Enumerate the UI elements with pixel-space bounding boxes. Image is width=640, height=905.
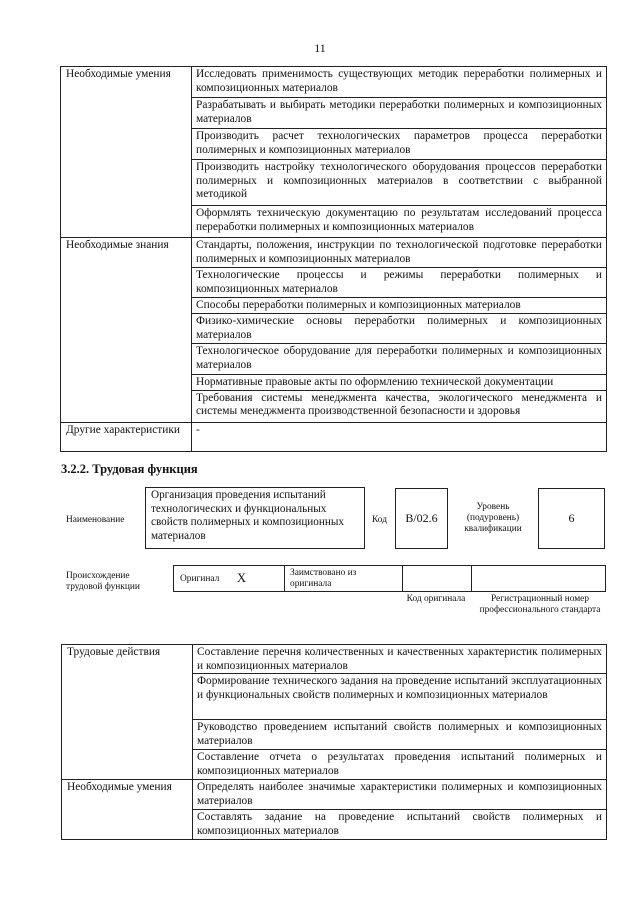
table-row bbox=[61, 67, 607, 98]
list-item: Составление отчета о результатах проведения испытаний полимерных и композиционных материалов bbox=[193, 750, 607, 780]
code-label: Код bbox=[372, 515, 387, 525]
name-label: Наименование bbox=[66, 515, 125, 525]
section-title: 3.2.2. Трудовая функция bbox=[61, 462, 198, 476]
original-label: Оригинал bbox=[180, 574, 220, 584]
list-item: Технологические процессы и режимы переработки полимерных и композиционных материалов bbox=[192, 268, 607, 298]
list-item: Требования системы менеджмента качества, экологического менеджмента и системы менеджмента производственной безопасности и здоровья bbox=[192, 390, 607, 422]
page-number: 11 bbox=[314, 41, 326, 55]
list-item: - bbox=[192, 422, 607, 451]
code-original-label: Код оригинала bbox=[406, 594, 466, 604]
list-item: Исследовать применимость существующих методик переработки полимерных и композиционных материалов bbox=[192, 67, 607, 98]
list-item: Технологическое оборудование для переработки полимерных и композиционных материалов bbox=[192, 344, 607, 375]
function-name: Организация проведения испытаний технологических и функциональных свойств полимерных и композиционных материалов bbox=[151, 489, 344, 542]
list-item: Производить расчет технологических параметров процесса переработки полимерных и композиционных материалов bbox=[192, 129, 607, 160]
list-item: Составление перечня количественных и качественных характеристик полимерных и композиционных материалов bbox=[193, 645, 607, 674]
list-item: Определять наиболее значимые характеристики полимерных и композиционных материалов bbox=[193, 780, 607, 810]
table-row bbox=[61, 238, 607, 268]
list-item: Формирование технического задания на проведение испытаний эксплуатационных и функциональных свойств полимерных и композиционных материалов bbox=[193, 674, 607, 720]
row-label: Необходимые знания bbox=[61, 238, 192, 423]
competency-table bbox=[60, 66, 607, 452]
origin-label: Происхождение трудовой функции bbox=[66, 571, 140, 592]
code-value: B/02.6 bbox=[405, 511, 438, 525]
list-item: Нормативные правовые акты по оформлению технической документации bbox=[192, 375, 607, 391]
labor-actions-table bbox=[61, 644, 607, 840]
list-item: Способы переработки полимерных и композиционных материалов bbox=[192, 298, 607, 314]
origin-divider bbox=[284, 565, 285, 592]
list-item: Производить настройку технологического оборудования процессов переработки полимерных и композиционных материалов в соответствии с выбранной методикой bbox=[192, 160, 607, 206]
list-item: Составлять задание на проведение испытаний свойств полимерных и композиционных материалов bbox=[193, 810, 607, 840]
list-item: Разрабатывать и выбирать методики переработки полимерных и композиционных материалов bbox=[192, 98, 607, 129]
row-label: Необходимые умения bbox=[61, 67, 192, 238]
list-item: Стандарты, положения, инструкции по технологической подготовке переработки полимерных и композиционных материалов bbox=[192, 238, 607, 268]
reg-number-label: Регистрационный номер профессионального стандарта bbox=[479, 594, 601, 615]
original-mark: X bbox=[237, 571, 247, 585]
list-item: Физико-химические основы переработки полимерных и композиционных материалов bbox=[192, 314, 607, 344]
list-item: Руководство проведением испытаний свойств полимерных и композиционных материалов bbox=[193, 720, 607, 750]
row-label: Трудовые действия bbox=[62, 645, 193, 780]
table-row bbox=[61, 422, 607, 451]
level-value: 6 bbox=[568, 511, 575, 525]
row-label: Другие характеристики bbox=[61, 422, 192, 451]
list-item: Оформлять техническую документацию по результатам исследований процесса переработки полимерных и композиционных материалов bbox=[192, 206, 607, 238]
borrowed-label: Заимствовано из оригинала bbox=[290, 568, 357, 589]
origin-divider bbox=[471, 565, 472, 592]
table-row bbox=[62, 645, 607, 674]
origin-divider bbox=[402, 565, 403, 592]
row-label: Необходимые умения bbox=[62, 780, 193, 840]
level-label: Уровень (подуровень) квалификации bbox=[464, 502, 522, 534]
table-row bbox=[62, 780, 607, 810]
